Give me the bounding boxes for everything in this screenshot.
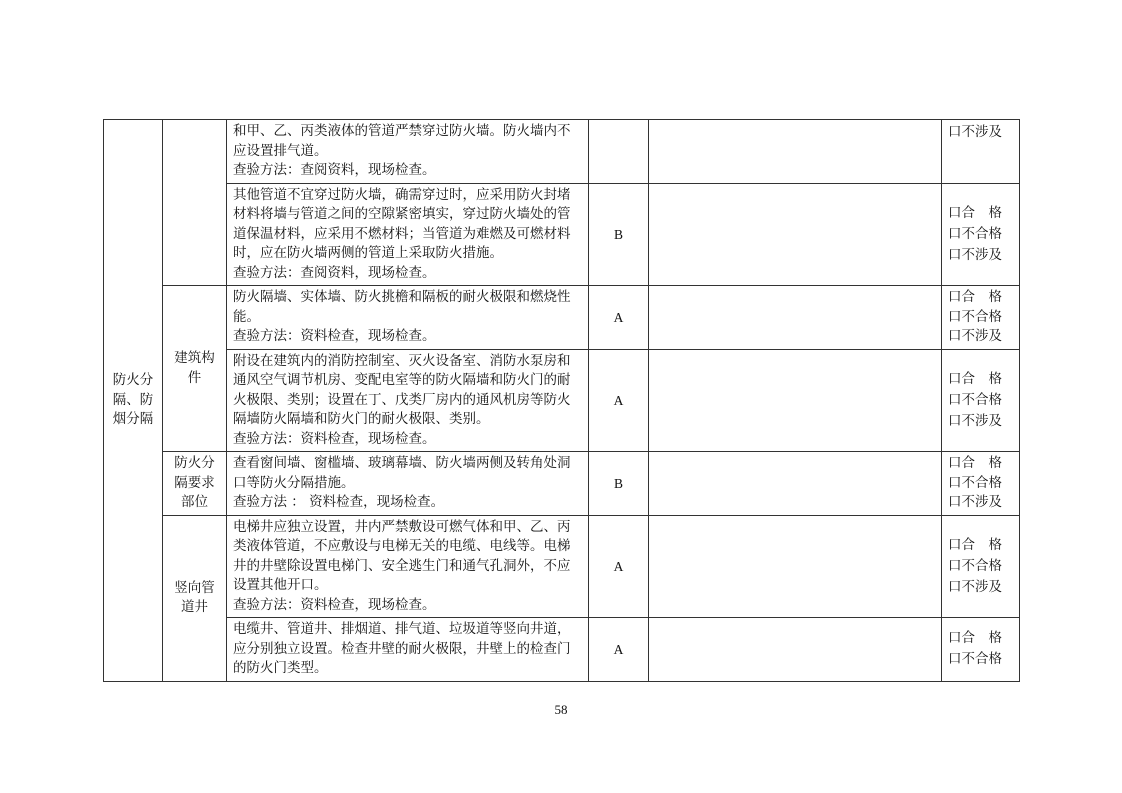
requirement-line: 通风空气调节机房、变配电室等的防火隔墙和防火门的耐 xyxy=(233,372,571,388)
requirement-line: 查验方法：查阅资料，现场检查。 xyxy=(233,162,436,178)
grade-cell xyxy=(589,618,649,682)
requirement-line: 查验方法：资料检查，现场检查。 xyxy=(233,328,436,344)
result-option-pass[interactable]: 口合 格 xyxy=(948,455,1002,471)
requirement-line: 查验方法：查阅资料，现场检查。 xyxy=(233,264,436,281)
result-option-fail[interactable]: 口不合格 xyxy=(948,308,1002,325)
result-option-pass[interactable]: 口合 格 xyxy=(948,289,1002,305)
result-option-pass[interactable]: 口合 格 xyxy=(948,536,1002,553)
result-option-not-applicable[interactable]: 口不涉及 xyxy=(948,246,1002,263)
grade-value: B xyxy=(613,475,623,491)
subcategory-cell xyxy=(163,515,227,681)
note-cell[interactable] xyxy=(649,183,942,286)
requirement-line: 和甲、乙、丙类液体的管道严禁穿过防火墙。防火墙内不 xyxy=(233,123,571,139)
grade-value: B xyxy=(613,226,623,242)
requirement-line: 电缆井、管道井、排烟道、排气道、垃圾道等竖向井道， xyxy=(233,621,571,637)
result-option-pass[interactable]: 口合 格 xyxy=(948,630,1002,647)
grade-value: A xyxy=(613,309,624,325)
requirement-line: 应设置排气道。 xyxy=(233,142,328,159)
subcategory-label: 竖向管道井 xyxy=(174,579,215,615)
table-row xyxy=(104,618,1020,682)
requirement-line: 隔墙防火隔墙和防火门的耐火极限、类别。 xyxy=(233,411,490,427)
requirement-cell xyxy=(227,452,589,516)
note-cell[interactable] xyxy=(649,452,942,516)
result-option-not-applicable[interactable]: 口不涉及 xyxy=(948,328,1002,344)
requirement-line: 的防火门类型。 xyxy=(233,660,328,676)
result-option-not-applicable[interactable]: 口不涉及 xyxy=(948,494,1002,510)
table-row xyxy=(104,515,1020,618)
requirement-line: 查验方法：资料检查，现场检查。 xyxy=(233,596,436,613)
grade-cell xyxy=(589,183,649,286)
grade-cell xyxy=(589,452,649,516)
requirement-line: 应分别独立设置。检查井壁的耐火极限，井壁上的检查门 xyxy=(233,640,571,657)
table-row xyxy=(104,349,1020,452)
requirement-line: 附设在建筑内的消防控制室、灭火设备室、消防水泵房和 xyxy=(233,352,571,369)
requirement-line: 井的井壁除设置电梯门、安全逃生门和通气孔洞外，不应 xyxy=(233,557,571,574)
inspection-table xyxy=(103,119,1020,682)
result-option-fail[interactable]: 口不合格 xyxy=(948,474,1002,491)
requirement-cell xyxy=(227,349,589,452)
requirement-cell xyxy=(227,286,589,350)
result-cell xyxy=(942,618,1020,682)
note-cell[interactable] xyxy=(649,286,942,350)
requirement-line: 材料将墙与管道之间的空隙紧密填实，穿过防火墙处的管 xyxy=(233,206,571,222)
requirement-cell xyxy=(227,183,589,286)
subcategory-cell xyxy=(163,452,227,516)
result-option-pass[interactable]: 口合 格 xyxy=(948,204,1002,221)
requirement-line: 能。 xyxy=(233,308,260,325)
result-cell xyxy=(942,515,1020,618)
grade-value: A xyxy=(613,392,624,408)
result-option-not-applicable[interactable]: 口不涉及 xyxy=(948,412,1002,429)
requirement-line: 火极限、类别；设置在丁、戊类厂房内的通风机房等防火 xyxy=(233,391,571,408)
result-cell xyxy=(942,452,1020,516)
result-option-pass[interactable]: 口合 格 xyxy=(948,370,1002,387)
note-cell[interactable] xyxy=(649,515,942,618)
result-option-fail[interactable]: 口不合格 xyxy=(948,225,1002,242)
result-option-fail[interactable]: 口不合格 xyxy=(948,557,1002,574)
table-row xyxy=(104,183,1020,286)
grade-value: A xyxy=(613,641,624,657)
result-option-fail[interactable]: 口不合格 xyxy=(948,391,1002,408)
requirement-line: 时，应在防火墙两侧的管道上采取防火措施。 xyxy=(233,245,503,261)
requirement-line: 防火隔墙、实体墙、防火挑檐和隔板的耐火极限和燃烧性 xyxy=(233,289,571,305)
grade-cell xyxy=(589,515,649,618)
result-option-not-applicable[interactable]: 口不涉及 xyxy=(948,578,1002,595)
result-cell xyxy=(942,349,1020,452)
requirement-line: 其他管道不宜穿过防火墙，确需穿过时，应采用防火封堵 xyxy=(233,186,571,203)
requirement-line: 类液体管道，不应敷设与电梯无关的电缆、电线等。电梯 xyxy=(233,538,571,554)
subcategory-cell-empty xyxy=(163,120,227,286)
note-cell[interactable] xyxy=(649,120,942,184)
result-cell xyxy=(942,286,1020,350)
requirement-line: 道保温材料，应采用不燃材料；当管道为难燃及可燃材料 xyxy=(233,225,571,242)
note-cell[interactable] xyxy=(649,349,942,452)
requirement-line: 口等防火分隔措施。 xyxy=(233,474,355,491)
page-number: 58 xyxy=(554,702,568,717)
result-option-not-applicable[interactable]: 口不涉及 xyxy=(948,124,1002,140)
result-cell xyxy=(942,120,1020,184)
subcategory-label: 建筑构件 xyxy=(174,350,215,386)
note-cell[interactable] xyxy=(649,618,942,682)
grade-cell xyxy=(589,286,649,350)
requirement-cell xyxy=(227,515,589,618)
requirement-line: 查验方法 ： 资料检查，现场检查。 xyxy=(233,494,445,510)
requirement-line: 电梯井应独立设置，井内严禁敷设可燃气体和甲、乙、丙 xyxy=(233,518,571,535)
category-cell xyxy=(104,120,163,682)
table-row xyxy=(104,452,1020,516)
table-row xyxy=(104,286,1020,350)
requirement-line: 查看窗间墙、窗槛墙、玻璃幕墙、防火墙两侧及转角处洞 xyxy=(233,455,571,471)
result-cell xyxy=(942,183,1020,286)
requirement-cell xyxy=(227,618,589,682)
grade-cell xyxy=(589,120,649,184)
requirement-line: 设置其他开口。 xyxy=(233,577,328,593)
category-label: 防火分隔、防烟分隔 xyxy=(112,372,154,427)
result-option-fail[interactable]: 口不合格 xyxy=(948,651,1002,668)
requirement-line: 查验方法：资料检查，现场检查。 xyxy=(233,430,436,447)
grade-value: A xyxy=(613,558,624,574)
grade-cell xyxy=(589,349,649,452)
subcategory-label: 防火分隔要求部位 xyxy=(174,455,215,510)
requirement-cell xyxy=(227,120,589,184)
subcategory-cell xyxy=(163,286,227,452)
table-row xyxy=(104,120,1020,184)
